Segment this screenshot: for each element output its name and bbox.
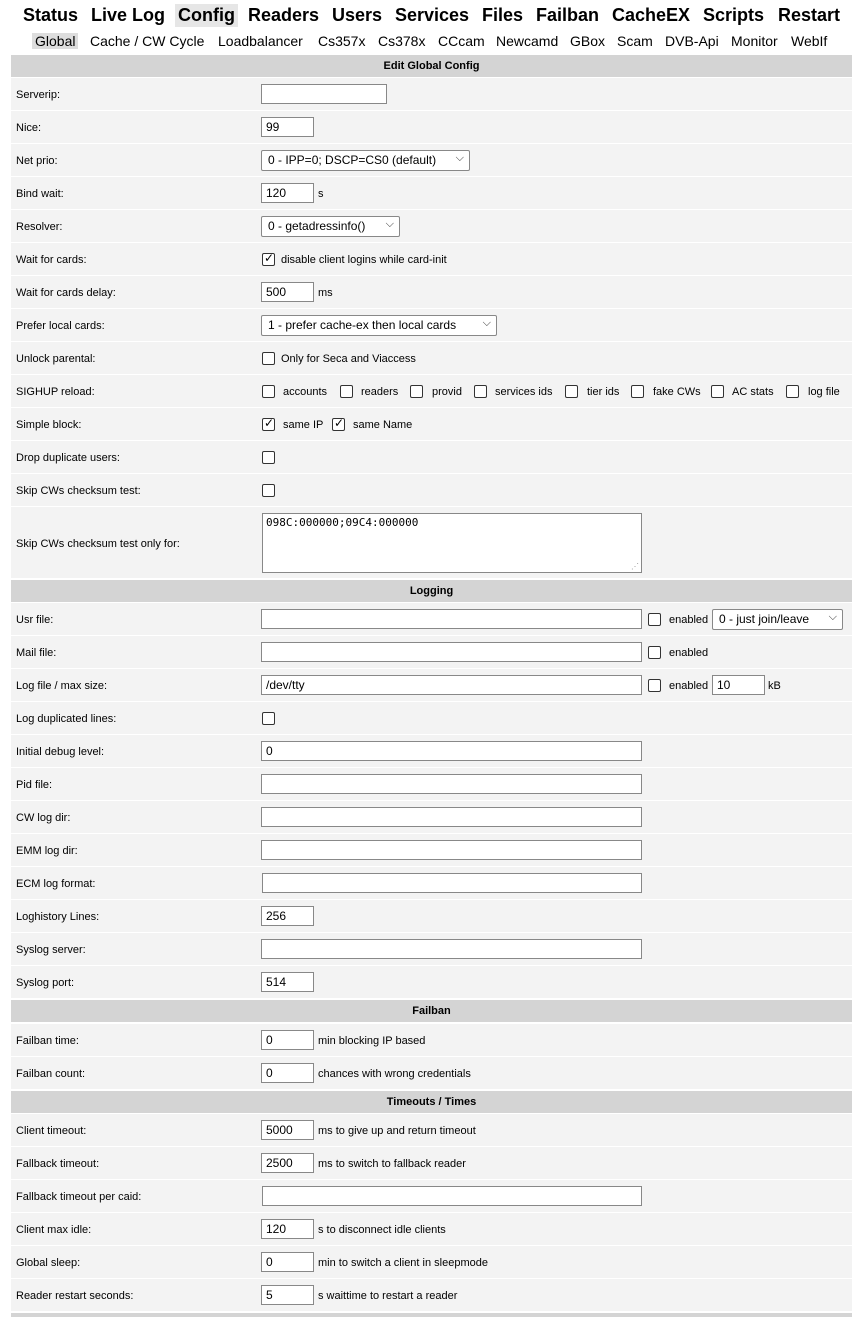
mailfile-label: Mail file: — [16, 647, 57, 659]
simpleblock-label: Simple block: — [16, 419, 82, 431]
unlockparental-checkbox[interactable] — [262, 352, 275, 365]
usrfile-enabled-checkbox[interactable] — [648, 613, 661, 626]
preferlocal-select[interactable] — [261, 315, 497, 336]
subnav-global[interactable]: Global — [32, 33, 78, 49]
logfile-enabled-checkbox[interactable] — [648, 679, 661, 692]
syslogserver-label: Syslog server: — [16, 944, 86, 956]
row-cwlogdir — [11, 801, 852, 833]
main-nav — [0, 0, 857, 32]
row-failban-time — [11, 1024, 852, 1056]
fallback-timeout-label: Fallback timeout: — [16, 1158, 100, 1170]
waitforcards-text: disable client logins while card-init — [281, 254, 447, 266]
logfile-size-unit: kB — [768, 680, 781, 692]
mailfile-enabled-checkbox[interactable] — [648, 646, 661, 659]
row-max-idle — [11, 1213, 852, 1245]
sighup-label: SIGHUP reload: — [16, 386, 95, 398]
sighup-acstats-text: AC stats — [732, 386, 774, 398]
failban-count-text: chances with wrong credentials — [318, 1068, 471, 1080]
row-fallback-timeout — [11, 1147, 852, 1179]
nav-services[interactable]: Services — [395, 5, 470, 25]
row-nice — [11, 111, 852, 143]
chevron-down-icon: ⌵ — [455, 152, 464, 164]
failban-time-text: min blocking IP based — [318, 1035, 426, 1047]
fallback-caid-label: Fallback timeout per caid: — [16, 1191, 142, 1203]
fallback-timeout-text: ms to switch to fallback reader — [318, 1158, 466, 1170]
sighup-tier-text: tier ids — [587, 386, 620, 398]
row-pidfile — [11, 768, 852, 800]
row-syslogport — [11, 966, 852, 998]
sighup-readers-text: readers — [361, 386, 399, 398]
subnav-gbox[interactable]: GBox — [570, 33, 606, 49]
row-simpleblock — [11, 408, 852, 440]
bindwait-label: Bind wait: — [16, 188, 64, 200]
serverip-label: Serverip: — [16, 89, 61, 101]
mailfile-input[interactable] — [261, 642, 642, 662]
chevron-down-icon: ⌵ — [385, 218, 394, 230]
debuglevel-label: Initial debug level: — [16, 746, 105, 758]
subnav-loadbalancer[interactable]: Loadbalancer — [218, 33, 303, 49]
resolver-label: Resolver: — [16, 221, 63, 233]
row-skipcw — [11, 474, 852, 506]
sighup-services-checkbox[interactable] — [474, 385, 487, 398]
subnav-webif[interactable]: WebIf — [791, 33, 828, 49]
row-logdup — [11, 702, 852, 734]
loghistory-input[interactable]: 256 — [261, 906, 314, 926]
logfile-label: Log file / max size: — [16, 680, 108, 692]
row-logfile — [11, 669, 852, 701]
row-bindwait — [11, 177, 852, 209]
sighup-accounts-checkbox[interactable] — [262, 385, 275, 398]
max-idle-text: s to disconnect idle clients — [318, 1224, 446, 1236]
fallback-caid-input[interactable] — [262, 1186, 642, 1206]
sighup-logfile-text: log file — [808, 386, 840, 398]
netprio-label: Net prio: — [16, 155, 58, 167]
dropdups-checkbox[interactable] — [262, 451, 275, 464]
nice-input[interactable]: 99 — [261, 117, 314, 137]
mailfile-enabled-text: enabled — [669, 647, 709, 659]
sighup-provid-checkbox[interactable] — [410, 385, 423, 398]
emmlogdir-input[interactable] — [261, 840, 642, 860]
row-loghistory — [11, 900, 852, 932]
logfile-enabled-text: enabled — [669, 680, 709, 692]
sighup-readers-checkbox[interactable] — [340, 385, 353, 398]
waitforcardsdelay-unit: ms — [318, 287, 333, 299]
subnav-monitor[interactable]: Monitor — [731, 33, 778, 49]
netprio-select[interactable] — [261, 150, 470, 171]
nice-label: Nice: — [16, 122, 42, 134]
resolver-value: 0 - getadressinfo() — [268, 219, 366, 233]
simpleblock-ip-checkbox[interactable] — [262, 418, 275, 431]
failban-count-label: Failban count: — [16, 1068, 86, 1080]
row-syslogserver — [11, 933, 852, 965]
row-dropdups — [11, 441, 852, 473]
serverip-input[interactable] — [261, 84, 387, 104]
usrfile-enabled-text: enabled — [669, 614, 709, 626]
row-failban-count — [11, 1057, 852, 1089]
waitforcards-label: Wait for cards: — [16, 254, 87, 266]
netprio-value: 0 - IPP=0; DSCP=CS0 (default) — [268, 153, 437, 167]
client-timeout-label: Client timeout: — [16, 1125, 87, 1137]
sighup-fakecw-text: fake CWs — [653, 386, 701, 398]
syslogserver-input[interactable] — [261, 939, 642, 959]
failban-time-input[interactable]: 0 — [261, 1030, 314, 1050]
sighup-provid-text: provid — [432, 386, 462, 398]
usrfile-input[interactable] — [261, 609, 642, 629]
bindwait-input[interactable]: 120 — [261, 183, 314, 203]
client-timeout-input[interactable]: 5000 — [261, 1120, 314, 1140]
resolver-select[interactable] — [261, 216, 400, 237]
row-preferlocal — [11, 309, 852, 341]
logdup-checkbox[interactable] — [262, 712, 275, 725]
usrfile-mode-value: 0 - just join/leave — [719, 612, 810, 626]
waitforcardsdelay-input[interactable]: 500 — [261, 282, 314, 302]
unlockparental-label: Unlock parental: — [16, 353, 96, 365]
row-emmlogdir — [11, 834, 852, 866]
failban-time-label: Failban time: — [16, 1035, 79, 1047]
usrfile-mode-select[interactable] — [712, 609, 843, 630]
row-waitforcardsdelay — [11, 276, 852, 308]
section-header-logging: Logging — [11, 580, 852, 602]
simpleblock-ip-text: same IP — [283, 419, 324, 431]
sighup-logfile-checkbox[interactable] — [786, 385, 799, 398]
usrfile-label: Usr file: — [16, 614, 54, 626]
section-header-global: Edit Global Config — [11, 55, 852, 77]
row-unlockparental — [11, 342, 852, 374]
resize-grip-icon[interactable]: ⋰ — [631, 562, 639, 571]
subnav-newcamd[interactable]: Newcamd — [496, 33, 559, 49]
nav-failban[interactable]: Failban — [536, 5, 600, 25]
reader-restart-text: s waittime to restart a reader — [318, 1290, 458, 1302]
client-timeout-text: ms to give up and return timeout — [318, 1125, 476, 1137]
cwlogdir-label: CW log dir: — [16, 812, 71, 824]
syslogport-label: Syslog port: — [16, 977, 75, 989]
failban-count-input[interactable]: 0 — [261, 1063, 314, 1083]
subnav-scam[interactable]: Scam — [617, 33, 653, 49]
skipcw-checkbox[interactable] — [262, 484, 275, 497]
row-usrfile — [11, 603, 852, 635]
logfile-size-input[interactable]: 10 — [712, 675, 765, 695]
row-sighup — [11, 375, 852, 407]
skipcw-label: Skip CWs checksum test: — [16, 485, 141, 497]
row-waitforcards — [11, 243, 852, 275]
dropdups-label: Drop duplicate users: — [16, 452, 120, 464]
emmlogdir-label: EMM log dir: — [16, 845, 78, 857]
sighup-acstats-checkbox[interactable] — [711, 385, 724, 398]
row-reader-restart — [11, 1279, 852, 1311]
row-resolver — [11, 210, 852, 242]
nav-restart[interactable]: Restart — [778, 5, 841, 25]
ecmlogformat-label: ECM log format: — [16, 878, 96, 890]
skipcwonly-label: Skip CWs checksum test only for: — [16, 538, 180, 550]
row-ecmlogformat — [11, 867, 852, 899]
nav-scripts[interactable]: Scripts — [703, 5, 765, 25]
row-skipcwonly — [11, 507, 852, 578]
loghistory-label: Loghistory Lines: — [16, 911, 100, 923]
row-netprio — [11, 144, 852, 176]
pidfile-input[interactable] — [261, 774, 642, 794]
nav-readers[interactable]: Readers — [248, 5, 320, 25]
reader-restart-input[interactable]: 5 — [261, 1285, 314, 1305]
unlockparental-text: Only for Seca and Viaccess — [281, 353, 416, 365]
fallback-timeout-input[interactable]: 2500 — [261, 1153, 314, 1173]
sighup-accounts-text: accounts — [283, 386, 328, 398]
sighup-tier-checkbox[interactable] — [565, 385, 578, 398]
row-debuglevel — [11, 735, 852, 767]
global-sleep-label: Global sleep: — [16, 1257, 81, 1269]
sighup-services-text: services ids — [495, 386, 553, 398]
nav-cacheex[interactable]: CacheEX — [612, 5, 691, 25]
nav-live-log[interactable]: Live Log — [91, 5, 166, 25]
skipcwonly-textarea[interactable] — [262, 513, 642, 573]
row-client-timeout — [11, 1114, 852, 1146]
section-header-timeouts: Timeouts / Times — [11, 1091, 852, 1113]
subnav-cccam[interactable]: CCcam — [438, 33, 485, 49]
logfile-input[interactable]: /dev/tty — [261, 675, 642, 695]
preferlocal-value: 1 - prefer cache-ex then local cards — [268, 318, 457, 332]
subnav-cs357x[interactable]: Cs357x — [318, 33, 366, 49]
nav-config[interactable]: Config — [175, 4, 238, 27]
cwlogdir-input[interactable] — [261, 807, 642, 827]
logdup-label: Log duplicated lines: — [16, 713, 117, 725]
ecmlogformat-input[interactable] — [262, 873, 642, 893]
max-idle-label: Client max idle: — [16, 1224, 92, 1236]
nav-files[interactable]: Files — [482, 5, 524, 25]
subnav-dvb-api[interactable]: DVB-Api — [665, 33, 719, 49]
chevron-down-icon: ⌵ — [482, 317, 491, 329]
nav-users[interactable]: Users — [332, 5, 383, 25]
subnav-cache-cw-cycle[interactable]: Cache / CW Cycle — [90, 33, 205, 49]
sub-nav — [0, 31, 857, 52]
sighup-fakecw-checkbox[interactable] — [631, 385, 644, 398]
syslogport-input[interactable]: 514 — [261, 972, 314, 992]
section-header-failban: Failban — [11, 1000, 852, 1022]
pidfile-label: Pid file: — [16, 779, 53, 791]
debuglevel-input[interactable]: 0 — [261, 741, 642, 761]
row-mailfile — [11, 636, 852, 668]
row-global-sleep — [11, 1246, 852, 1278]
section-header-next — [11, 1313, 852, 1317]
max-idle-input[interactable]: 120 — [261, 1219, 314, 1239]
subnav-cs378x[interactable]: Cs378x — [378, 33, 426, 49]
row-fallback-caid — [11, 1180, 852, 1212]
row-serverip — [11, 78, 852, 110]
reader-restart-label: Reader restart seconds: — [16, 1290, 134, 1302]
global-sleep-text: min to switch a client in sleepmode — [318, 1257, 488, 1269]
simpleblock-name-checkbox[interactable] — [332, 418, 345, 431]
waitforcards-checkbox[interactable] — [262, 253, 275, 266]
chevron-down-icon: ⌵ — [828, 611, 837, 623]
preferlocal-label: Prefer local cards: — [16, 320, 105, 332]
global-sleep-input[interactable]: 0 — [261, 1252, 314, 1272]
bindwait-unit: s — [318, 188, 324, 200]
waitforcardsdelay-label: Wait for cards delay: — [16, 287, 116, 299]
simpleblock-name-text: same Name — [353, 419, 413, 431]
skipcwonly-value: 098C:000000;09C4:000000 — [266, 516, 419, 529]
nav-status[interactable]: Status — [23, 5, 79, 25]
